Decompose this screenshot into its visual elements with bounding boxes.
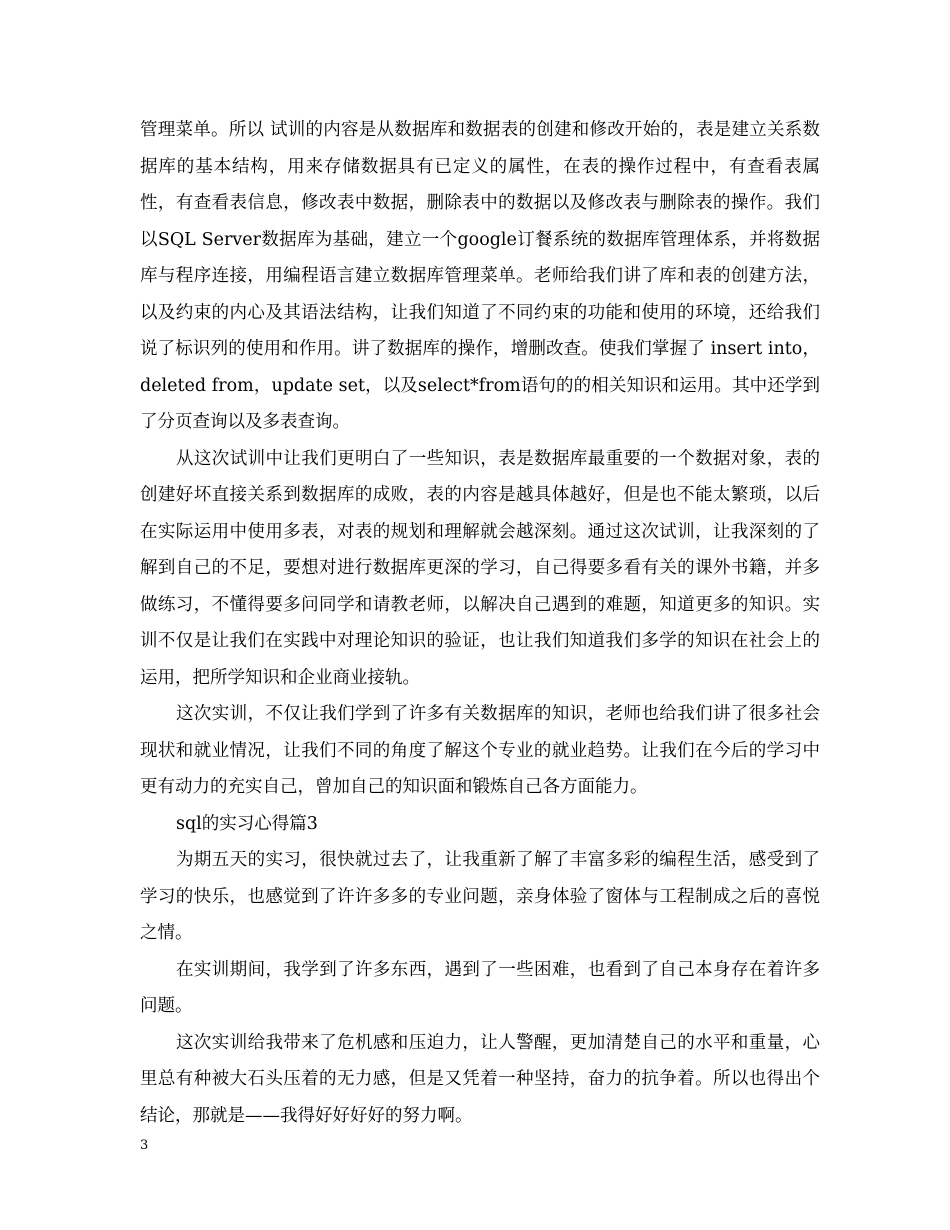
document-page	[140, 112, 820, 1134]
paragraph-3: 这次实训，不仅让我们学到了许多有关数据库的知识，老师也给我们讲了很多社会现状和就业情况，让我们不同的角度了解这个专业的就业趋势。让我们在今后的学习中更有动力的充实自己，曾加自己的知识面和锻炼自己各方面能力。	[140, 704, 820, 797]
section-heading: sql的实习心得篇3	[176, 813, 318, 834]
paragraph-5: 在实训期间，我学到了许多东西，遇到了一些困难，也看到了自己本身存在着许多问题。	[140, 959, 820, 1016]
paragraph-1: 管理菜单。所以 试训的内容是从数据库和数据表的创建和修改开始的，表是建立关系数据库的基本结构，用来存储数据具有已定义的属性，在表的操作过程中，有查看表属性，有查看表信息，修改表中数据，删除表中的数据以及修改表与删除表的操作。我们以SQL Server数据库为基础，建立一个google订餐系统的数据库管理体系，并将数据库与程序连接，用编程语言建立数据库管理菜单。老师给我们讲了库和表的创建方法，以及约束的内心及其语法结构，让我们知道了不同约束的功能和使用的环境，还给我们说了标识列的使用和作用。讲了数据库的操作，增删改查。使我们掌握了 insert into，deleted from，update set，以及select*from语句的的相关知识和运用。其中还学到了分页查询以及多表查询。	[140, 120, 820, 432]
page-number: 3	[140, 1138, 149, 1153]
paragraph-4: 为期五天的实习，很快就过去了，让我重新了解了丰富多彩的编程生活，感受到了学习的快乐，也感觉到了许许多多的专业问题，亲身体验了窗体与工程制成之后的喜悦之情。	[140, 850, 820, 943]
paragraph-2: 从这次试训中让我们更明白了一些知识，表是数据库最重要的一个数据对象，表的创建好坏直接关系到数据库的成败，表的内容是越具体越好，但是也不能太繁琐，以后在实际运用中使用多表，对表的规划和理解就会越深刻。通过这次试训，让我深刻的了解到自己的不足，要想对进行数据库更深的学习，自己得要多看有关的课外书籍，并多做练习，不懂得要多问同学和请教老师，以解决自己遇到的难题，知道更多的知识。实训不仅是让我们在实践中对理论知识的验证，也让我们知道我们多学的知识在社会上的运用，把所学知识和企业商业接轨。	[140, 448, 820, 688]
paragraph-6: 这次实训给我带来了危机感和压迫力，让人警醒，更加清楚自己的水平和重量，心里总有种被大石头压着的无力感，但是又凭着一种坚持，奋力的抗争着。所以也得出个结论，那就是——我得好好好好的努力啊。	[140, 1032, 820, 1126]
